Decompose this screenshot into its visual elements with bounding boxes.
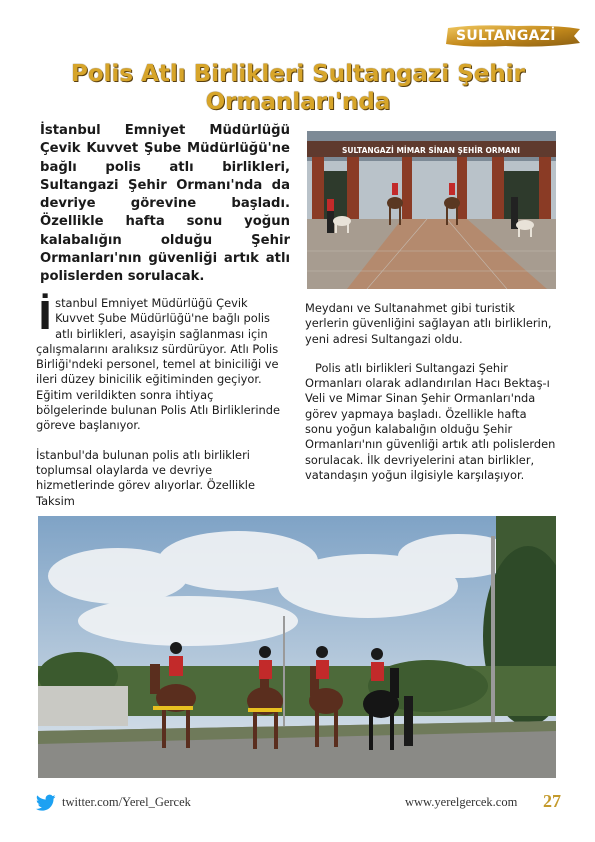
bottom-photo-mounted-police (38, 516, 556, 778)
twitter-handle[interactable]: twitter.com/Yerel_Gercek (62, 795, 191, 809)
body-paragraph: İstanbul'da bulunan polis atlı birlikleri toplumsal olaylarda ve devriye hizmetlerinde görev alıyorlar. Özellikle Taksim (36, 447, 255, 508)
lead-paragraph: İstanbul Emniyet Müdürlüğü Çevik Kuvvet Şube Müdürlüğü'ne bağlı polis atlı birlikleri, Sultangazi Şehir Ormanı'nda da devriye görevine başladı. Özellikle hafta sonu yoğun kalabalığın olduğu Şehir Ormanları'nın güvenliği artık atlı polislerden sorulacak. (40, 123, 290, 285)
section-tag-label: SULTANGAZİ (456, 28, 556, 44)
website-link[interactable]: www.yerelgercek.com (405, 795, 518, 809)
body-paragraph: Polis atlı birlikleri Sultangazi Şehir Ormanları olarak adlandırılan Hacı Bektaş-ı Veli ve Mimar Sinan Şehir Ormanları'nda görev yapmaya başladı. Özellikle hafta sonu yoğun kalabalığın olduğu Şehir Ormanları'nın güvenliği artık atlı polislerden sorulacak. İlk devriyelerini atan birlikler, vatandaşın yoğun ilgisiyle karşılaşıyor. (305, 360, 556, 482)
park-sign-text: SULTANGAZİ MİMAR SİNAN ŞEHİR ORMANI (342, 146, 520, 155)
body-paragraph: Meydanı ve Sultanahmet gibi turistik yerlerin güvenliğini sağlayan atlı birliklerin, yeni adresi Sultangazi oldu. (305, 301, 552, 346)
page-number: 27 (543, 791, 561, 811)
drop-cap: İ (38, 294, 53, 338)
section-tag (446, 24, 582, 48)
twitter-bird-icon (36, 794, 56, 812)
body-column-1 (36, 296, 288, 509)
headline: Polis Atlı Birlikleri Sultangazi Şehir Ormanları'nda (71, 61, 525, 115)
body-paragraph (36, 296, 288, 434)
top-photo-park-entrance (307, 131, 556, 289)
body-text: stanbul Emniyet Müdürlüğü Çevik Kuvvet Şube Müdürlüğü'ne bağlı polis atlı birlikleri, asayişin sağlanması için çalışmalarını aralıksız sürdürüyor. Atlı Polis Birliği'ndeki personel, temel at biniciliği ve ileri düzey binicilik eğitiminden geçiyor. Eğitim verildikten sonra ihtiyaç bölgelerinde bulunan Polis Atlı Birliklerinde göreve başlanıyor. (36, 296, 280, 433)
body-column-2 (305, 301, 557, 483)
